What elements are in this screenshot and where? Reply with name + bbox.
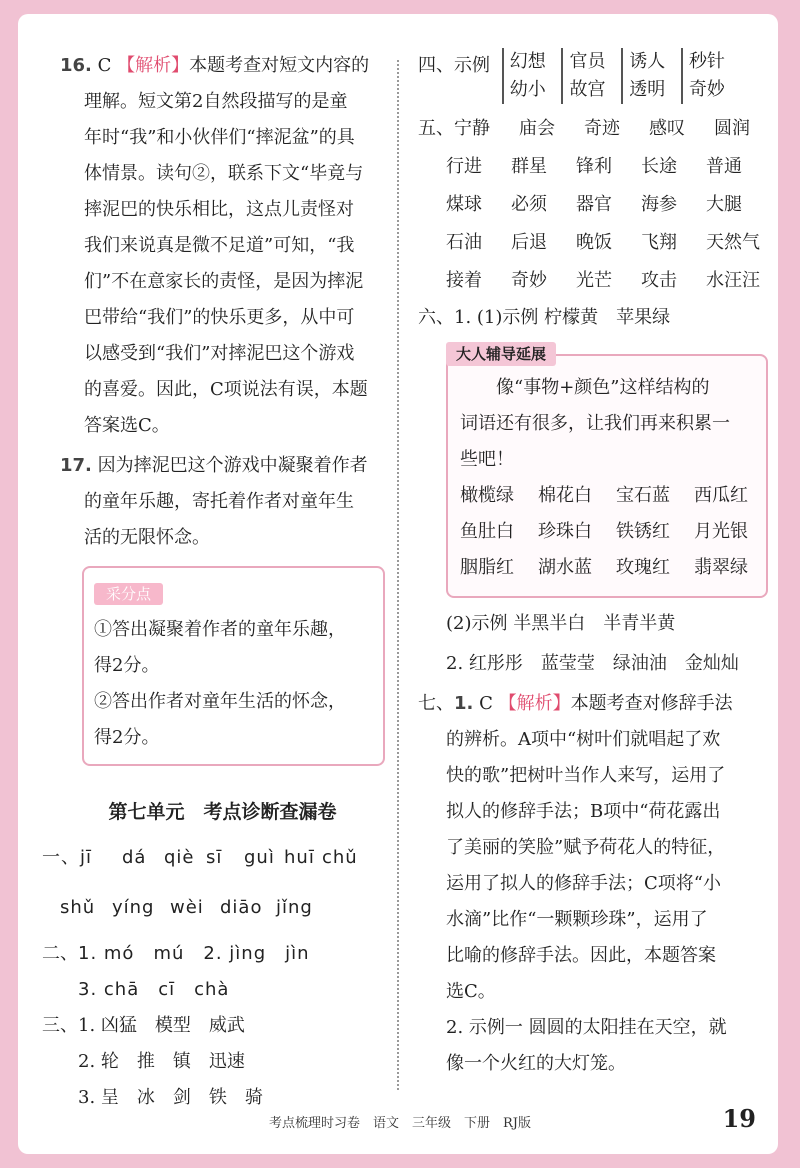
analysis-line: 的辨析。A项中“树叶们就唱起了欢 (446, 729, 721, 750)
q16-number: 16. (60, 55, 92, 76)
pinyin-item: diāo (220, 897, 263, 918)
pair-word: 幻想 (509, 51, 546, 72)
extension-line: 词语还有很多，让我们再来积累一 (460, 413, 730, 434)
section-label: 五、 (418, 118, 454, 139)
q16-line: 本题考查对短文内容的 (189, 55, 370, 76)
column-divider (397, 60, 399, 1090)
scoring-box (82, 566, 385, 766)
extension-line: 些吧！ (460, 449, 514, 470)
pinyin-item: huī (284, 847, 315, 868)
scoring-line: ①答出凝聚着作者的童年乐趣， (94, 619, 346, 640)
word: 煤球 (446, 194, 482, 215)
word: 光芒 (576, 270, 612, 291)
q16-answer: C (97, 55, 112, 76)
scoring-line: ②答出作者对童年生活的怀念， (94, 691, 346, 712)
page-number: 19 (722, 1104, 756, 1133)
word: 石油 (446, 232, 482, 253)
pinyin-item: jī (80, 847, 93, 868)
section-line: 3. chā cī chà (78, 979, 230, 1000)
q16-line: 答案选C。 (84, 415, 170, 436)
word: 晚饭 (576, 232, 612, 253)
section-label: 一、 (42, 847, 80, 868)
word: 翡翠绿 (694, 557, 748, 578)
q16-line: 巴带给“我们”的快乐更多，从中可 (84, 307, 355, 328)
analysis-line: 了美丽的笑脸”赋予荷花人的特征， (446, 837, 726, 858)
word: 西瓜红 (694, 485, 748, 506)
scoring-tag: 采分点 (94, 583, 163, 605)
pinyin-item: shǔ (60, 897, 96, 918)
pinyin-item: qiè (164, 847, 195, 868)
q17-line: 活的无限怀念。 (84, 527, 210, 548)
q17-number: 17. (60, 455, 92, 476)
q16-line: 以感受到“我们”对摔泥巴这个游戏 (84, 343, 355, 364)
section-line: 1. (1)示例 柠檬黄 苹果绿 (454, 307, 671, 328)
word: 飞翔 (641, 232, 677, 253)
word: 后退 (511, 232, 547, 253)
extension-box (446, 345, 768, 598)
section-line: 1. mó mú 2. jìng jìn (78, 943, 310, 964)
pair-word: 秒针 (688, 51, 725, 72)
analysis-line: 运用了拟人的修辞手法；C项将“小 (446, 873, 721, 894)
section-line: 2. 轮 推 镇 迅速 (78, 1051, 245, 1072)
q16-line: 年时“我”和小伙伴们“摔泥盆”的具 (84, 127, 355, 148)
extension-line: 像“事物+颜色”这样结构的 (496, 377, 710, 398)
section-4 (418, 48, 768, 104)
section-line: (2)示例 半黑半白 半青半黄 (446, 613, 676, 634)
word: 水汪汪 (706, 270, 760, 291)
right-column (418, 48, 768, 1082)
q16-line: 们”不在意家长的责怪，是因为摔泥 (84, 271, 364, 292)
word: 棉花白 (538, 485, 592, 506)
analysis-line: 快的歌”把树叶当作人来写，运用了 (446, 765, 726, 786)
word: 珍珠白 (538, 521, 592, 542)
word: 必须 (511, 194, 547, 215)
word: 攻击 (641, 270, 677, 291)
word-pair (561, 48, 605, 104)
q-number: 1. (454, 693, 474, 714)
pair-word: 官员 (569, 51, 606, 72)
q-answer: C (479, 693, 493, 714)
analysis-line: 比喻的修辞手法。因此，本题答案 (446, 945, 716, 966)
word: 长途 (641, 156, 677, 177)
word: 锋利 (576, 156, 612, 177)
q16-line: 我们来说真是微不足道”可知，“我 (84, 235, 355, 256)
word: 胭脂红 (460, 557, 514, 578)
pair-word: 故宫 (569, 79, 606, 100)
word: 玫瑰红 (616, 557, 670, 578)
word-pair (621, 48, 665, 104)
extension-title: 大人辅导延展 (446, 342, 556, 366)
section-7 (418, 686, 768, 1082)
q16-line: 体情景。读句②，联系下文“毕竟与 (84, 163, 364, 184)
word: 湖水蓝 (538, 557, 592, 578)
section-label: 二、 (42, 943, 78, 964)
pair-word: 透明 (629, 79, 666, 100)
word: 庙会 (519, 118, 555, 139)
word: 鱼肚白 (460, 521, 514, 542)
q16-line: 摔泥巴的快乐相比，这点儿责怪对 (84, 199, 354, 220)
q16-analysis-tag: 【解析】 (117, 55, 190, 76)
answer-line: 像一个火红的大灯笼。 (446, 1053, 626, 1074)
section-label: 六、 (418, 307, 454, 328)
pinyin-item: chǔ (322, 847, 358, 868)
word: 月光银 (694, 521, 748, 542)
section-line: 2. 红彤彤 蓝莹莹 绿油油 金灿灿 (446, 653, 739, 674)
q16-line: 的喜爱。因此，C项说法有误，本题 (84, 379, 368, 400)
question-16 (60, 48, 385, 444)
section-line: 3. 呈 冰 剑 铁 骑 (78, 1087, 263, 1108)
word: 大腿 (706, 194, 742, 215)
page-footer: 考点梳理时习卷 语文 三年级 下册 RJ版 (269, 1116, 531, 1131)
section-label: 七、 (418, 693, 454, 714)
word: 奇迹 (584, 118, 620, 139)
analysis-tag: 【解析】 (498, 693, 571, 714)
section-5 (418, 110, 768, 300)
unit-title: 第七单元 考点诊断查漏卷 (108, 801, 337, 823)
section-3 (42, 1008, 385, 1116)
analysis-line: 水滴”比作“一颗颗珍珠”，运用了 (446, 909, 708, 930)
pair-word: 奇妙 (688, 79, 725, 100)
word: 橄榄绿 (460, 485, 514, 506)
word: 器官 (576, 194, 612, 215)
word: 行进 (446, 156, 482, 177)
q17-line: 因为摔泥巴这个游戏中凝聚着作者 (97, 455, 368, 476)
word: 铁锈红 (616, 521, 670, 542)
answer-line: 2. 示例一 圆圆的太阳挂在天空，就 (446, 1017, 727, 1038)
word: 宁静 (454, 118, 490, 139)
analysis-line: 拟人的修辞手法；B项中“荷花露出 (446, 801, 721, 822)
pinyin-item: sī (206, 847, 223, 868)
section-line: 1. 凶猛 模型 威武 (78, 1015, 245, 1036)
analysis-line: 选C。 (446, 981, 496, 1002)
left-column (42, 48, 385, 1116)
word-pair (681, 48, 725, 104)
pair-word: 幼小 (509, 79, 546, 100)
pinyin-item: dá (122, 847, 147, 868)
analysis-line: 本题考查对修辞手法 (570, 693, 733, 714)
pinyin-item: guì (244, 847, 275, 868)
pair-word: 诱人 (629, 51, 666, 72)
word: 宝石蓝 (616, 485, 670, 506)
section-label: 四、示例 (418, 55, 490, 76)
pinyin-item: jǐng (276, 897, 313, 918)
word: 奇妙 (511, 270, 547, 291)
scoring-line: 得2分。 (94, 655, 160, 676)
section-2 (42, 936, 385, 1008)
section-label: 三、 (42, 1015, 78, 1036)
word-pair (502, 48, 546, 104)
question-17 (60, 448, 385, 556)
word: 普通 (706, 156, 742, 177)
word: 海参 (641, 194, 677, 215)
section-6 (418, 300, 768, 682)
q16-line: 理解。短文第2自然段描写的是童 (84, 91, 348, 112)
q17-line: 的童年乐趣，寄托着作者对童年生 (84, 491, 354, 512)
scoring-line: 得2分。 (94, 727, 160, 748)
word: 接着 (446, 270, 482, 291)
word: 圆润 (714, 118, 750, 139)
pinyin-item: wèi (170, 897, 204, 918)
word: 感叹 (649, 118, 685, 139)
pinyin-item: yíng (112, 897, 155, 918)
word: 群星 (511, 156, 547, 177)
section-1 (42, 840, 385, 926)
word: 天然气 (706, 232, 760, 253)
